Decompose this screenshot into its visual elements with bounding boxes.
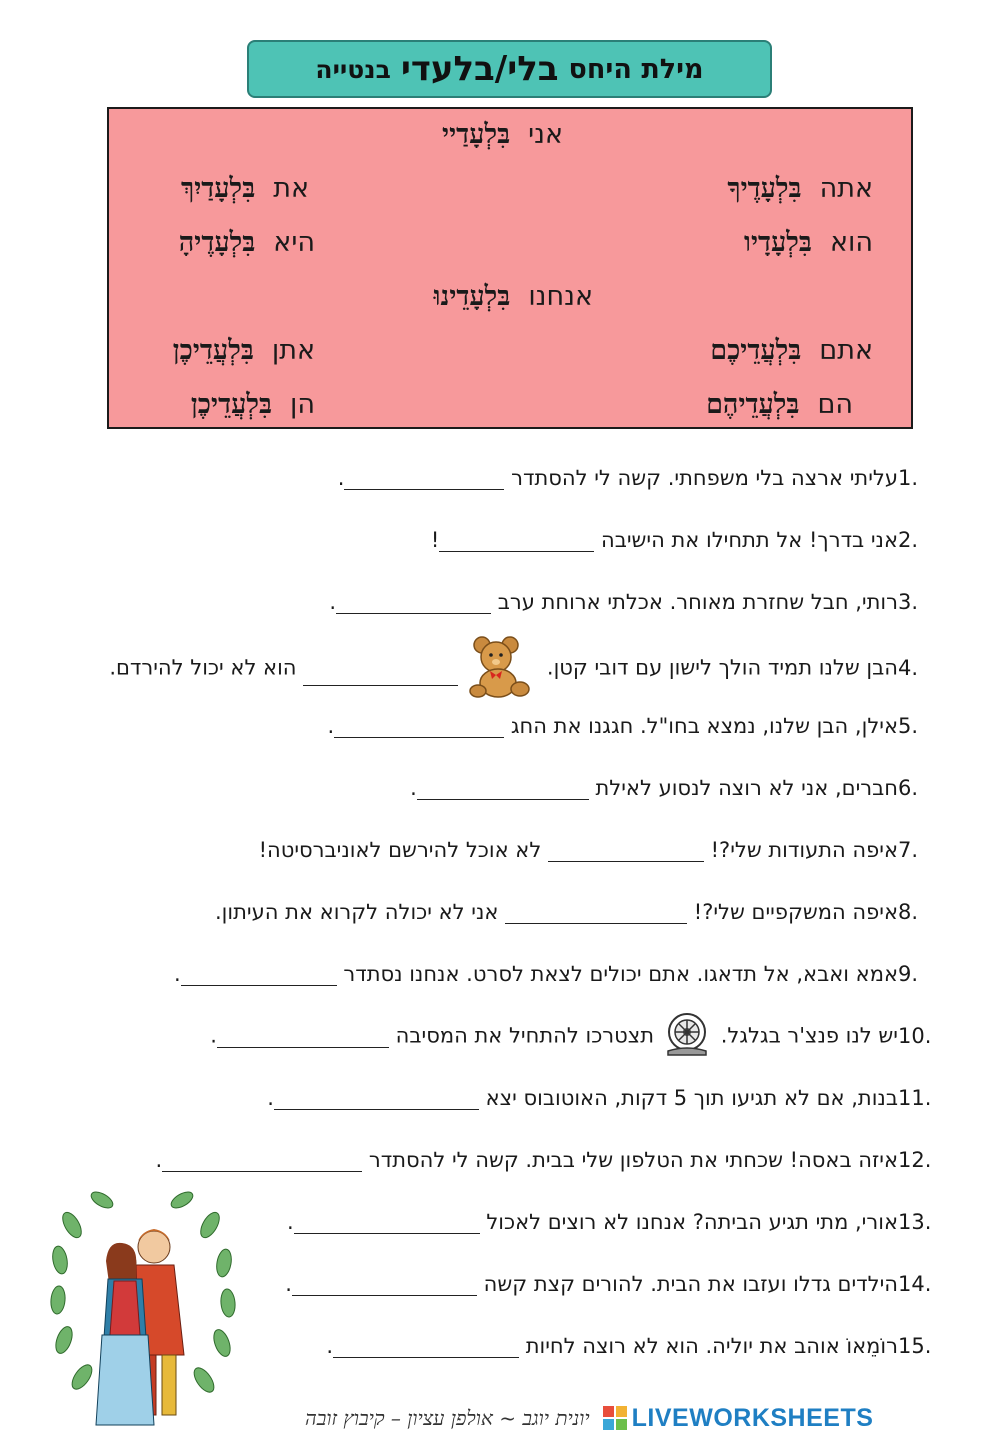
question-14: 14.הילדים גדלו ועזבו את הבית. להורים קצת קשה . bbox=[285, 1272, 932, 1297]
footer bbox=[305, 1398, 995, 1438]
liveworksheets-wordmark: LIVEWORKSHEETS bbox=[631, 1403, 874, 1432]
answer-blank-2[interactable] bbox=[439, 527, 594, 552]
worksheet-title bbox=[247, 40, 772, 98]
answer-blank-10[interactable] bbox=[217, 1023, 389, 1048]
conj-hu: הואבִּלְעָדָיו bbox=[744, 227, 873, 258]
question-5: 5.אילן, הבן שלנו, נמצא בחו"ל. חגגנו את החג . bbox=[327, 714, 919, 739]
question-13: 13.אורי, מתי תגיע הביתה? אנחנו לא רוצים לאכול . bbox=[286, 1210, 932, 1235]
title-part-2: בלי/בלעדי bbox=[400, 49, 559, 89]
liveworksheets-logo-icon bbox=[602, 1405, 628, 1431]
answer-blank-1[interactable] bbox=[344, 465, 504, 490]
answer-blank-5[interactable] bbox=[334, 713, 504, 738]
question-6: 6.חברים, אני לא רוצה לנסוע לאילת . bbox=[410, 776, 919, 801]
conjugation-table bbox=[107, 107, 913, 429]
answer-blank-9[interactable] bbox=[181, 961, 337, 986]
question-4: 4.הבן שלנו תמיד הולך לישון עם דובי קטן. הוא לא יכול להירדם. bbox=[109, 651, 948, 686]
answer-blank-12[interactable] bbox=[162, 1147, 362, 1172]
conj-atem: אתםבִּלְעֲדֵיכֶם bbox=[710, 335, 873, 366]
liveworksheets-brand[interactable] bbox=[602, 1404, 874, 1433]
question-9: 9.אמא ואבא, אל תדאגו. אתם יכולים לצאת לסרט. אנחנו נסתדר . bbox=[174, 962, 919, 987]
question-3: 3.רותי, חבל שחזרת מאוחר. אכלתי ארוחת ערב . bbox=[329, 590, 919, 615]
answer-blank-13[interactable] bbox=[294, 1209, 480, 1234]
conj-aten: אתןבִּלְעֲדֵיכֶן bbox=[172, 335, 315, 366]
title-part-1: מילת היחס bbox=[568, 53, 704, 85]
conj-hem: הםבִּלְעֲדֵיהֶם bbox=[706, 389, 853, 420]
romeo-juliet-illustration bbox=[42, 1185, 242, 1430]
conj-at: אתבִּלְעָדַיִךְ bbox=[180, 173, 309, 204]
answer-blank-8[interactable] bbox=[505, 899, 687, 924]
credit-text: יונית יוגב ~ אולפן עציון – קיבוץ זובה bbox=[305, 1405, 590, 1430]
answer-blank-3[interactable] bbox=[336, 589, 491, 614]
question-15: 15.רוֹמֵאוֹ אוהב את יוליה. הוא לא רוצה לחיות . bbox=[326, 1334, 932, 1359]
question-2: 2.אני בדרך! אל תתחילו את הישיבה ! bbox=[430, 528, 919, 553]
conj-ata: אתהבִּלְעָדֶיךָ bbox=[727, 173, 873, 204]
question-10: 10.יש לנו פנצ'ר בגלגל. תצטרכו להתחיל את המסיבה . bbox=[210, 1023, 948, 1048]
conj-anachnu: אנחנובִּלְעָדֵינוּ bbox=[433, 281, 593, 312]
title-part-3: בנטייה bbox=[315, 54, 391, 84]
question-8: 8.איפה המשקפיים שלי?! אני לא יכולה לקרוא את העיתון. bbox=[215, 900, 919, 925]
answer-blank-7[interactable] bbox=[548, 837, 704, 862]
answer-blank-11[interactable] bbox=[274, 1085, 479, 1110]
answer-blank-14[interactable] bbox=[292, 1271, 477, 1296]
teddy-bear-icon bbox=[468, 633, 534, 704]
answer-blank-4[interactable] bbox=[303, 661, 458, 686]
answer-blank-15[interactable] bbox=[333, 1333, 519, 1358]
flat-tire-icon bbox=[664, 1011, 710, 1062]
conj-hen: הןבִּלְעֲדֵיכֶן bbox=[190, 389, 315, 420]
question-12: 12.איזה באסה! שכחתי את הטלפון שלי בבית. קשה לי להסתדר . bbox=[155, 1148, 932, 1173]
conj-ani: אניבִּלְעָדַיי bbox=[442, 119, 563, 150]
conj-hi: היאבִּלְעָדֶיהָ bbox=[178, 227, 315, 258]
question-11: 11.בנות, אם לא תגיעו תוך 5 דקות, האוטובוס יצא . bbox=[267, 1086, 932, 1111]
question-1: 1.עליתי ארצה בלי משפחתי. קשה לי להסתדר . bbox=[337, 466, 919, 491]
question-7: 7.איפה התעודות שלי?! לא אוכל להירשם לאוניברסיטה! bbox=[258, 838, 919, 863]
answer-blank-6[interactable] bbox=[417, 775, 589, 800]
